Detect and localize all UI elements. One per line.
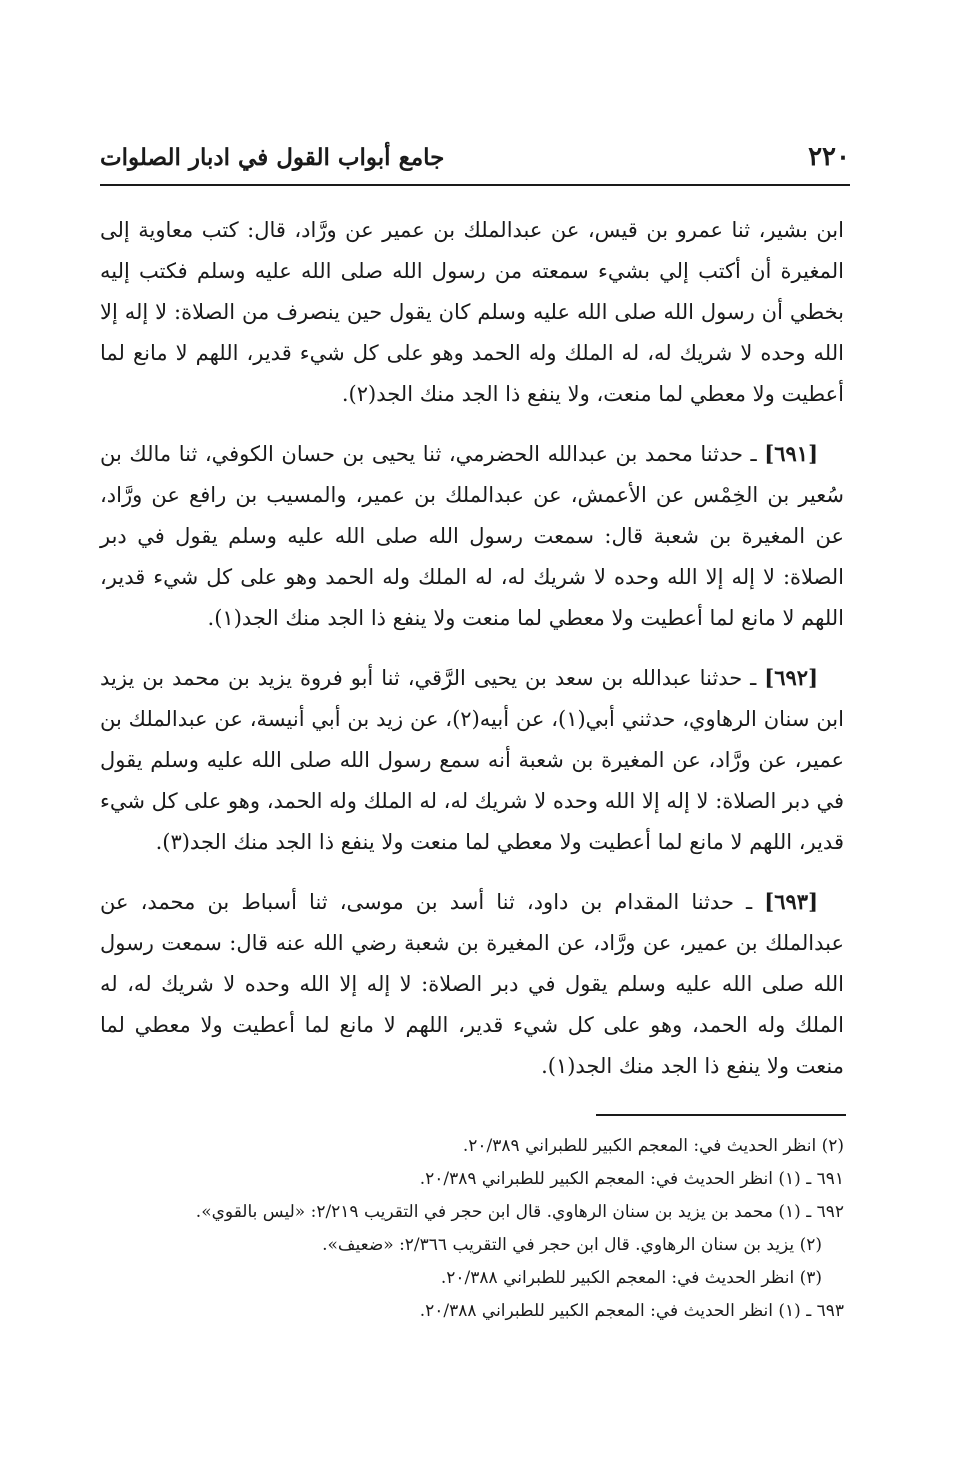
header-rule bbox=[100, 184, 850, 186]
hadith-692 bbox=[100, 657, 844, 863]
hadith-691 bbox=[100, 433, 844, 639]
footnote: ٦٩١ ـ (١) انظر الحديث في: المعجم الكبير للطبراني ٢٠/٣٨٩. bbox=[419, 1169, 844, 1189]
footnote-rule bbox=[596, 1114, 846, 1116]
paragraph-text: ـ حدثنا عبدالله بن سعد بن يحيى الرَّقي، ثنا أبو فروة يزيد بن محمد بن يزيد ابن سنان الرهاوي، حدثني أبي(١)، عن أبيه(٢)، عن زيد بن أبي أنيسة، عن عبدالملك بن عمير، عن ورَّاد، عن المغيرة بن شعبة أنه سمع رسول الله صلى الله عليه وسلم يقول في دبر الصلاة: لا إله إلا الله وحده لا شريك له، له الملك وله الحمد، وهو على كل شيء قدير، اللهم لا مانع لما أعطيت ولا معطي لما منعت ولا ينفع ذا الجد منك الجد(٣). bbox=[100, 666, 844, 854]
footnote: ٦٩٢ ـ (١) محمد بن يزيد بن سنان الرهاوي. قال ابن حجر في التقريب ٢/٢١٩: «ليس بالقوي». bbox=[195, 1202, 844, 1222]
paragraph-continuation bbox=[100, 210, 844, 415]
footnote: (٢) يزيد بن سنان الرهاوي. قال ابن حجر في التقريب ٢/٣٦٦: «ضعيف». bbox=[322, 1235, 822, 1255]
footnote: ٦٩٣ ـ (١) انظر الحديث في: المعجم الكبير للطبراني ٢٠/٣٨٨. bbox=[419, 1301, 844, 1321]
footnotes bbox=[120, 1130, 844, 1328]
main-text bbox=[100, 210, 844, 1105]
running-title: جامع أبواب القول في ادبار الصلوات bbox=[100, 144, 445, 171]
hadith-693 bbox=[100, 881, 844, 1087]
footnote: (٣) انظر الحديث في: المعجم الكبير للطبراني ٢٠/٣٨٨. bbox=[440, 1268, 822, 1288]
paragraph-text: ابن بشير، ثنا عمرو بن قيس، عن عبدالملك بن عمير عن ورَّاد، قال: كتب معاوية إلى المغيرة أن أكتب إلي بشيء سمعته من رسول الله صلى الله عليه وسلم فكتب إليه بخطي أن رسول الله صلى الله عليه وسلم كان يقول حين ينصرف من الصلاة: لا إله إلا الله وحده لا شريك له، له الملك وله الحمد وهو على كل شيء قدير، اللهم لا مانع لما أعطيت ولا معطي لما منعت، ولا ينفع ذا الجد منك الجد(٢). bbox=[100, 218, 844, 406]
page-number: ٢٢٠ bbox=[808, 142, 850, 172]
paragraph-text: ـ حدثنا محمد بن عبدالله الحضرمي، ثنا يحيى بن حسان الكوفي، ثنا مالك بن سُعير بن الخِمْس عن الأعمش، عن عبدالملك بن عمير، والمسيب بن رافع عن ورَّاد، عن المغيرة بن شعبة قال: سمعت رسول الله صلى الله عليه وسلم يقول في دبر الصلاة: لا إله إلا الله وحده لا شريك له، له الملك وله الحمد وهو على كل شيء قدير، اللهم لا مانع لما أعطيت ولا معطي لما منعت ولا ينفع ذا الجد منك الجد(١). bbox=[100, 442, 844, 630]
page-header bbox=[100, 138, 850, 186]
hadith-number: [٦٩٢] bbox=[764, 665, 818, 690]
hadith-number: [٦٩١] bbox=[764, 441, 818, 466]
paragraph-text: ـ حدثنا المقدام بن داود، ثنا أسد بن موسى، ثنا أسباط بن محمد، عن عبدالملك بن عمير، عن ورَّاد، عن المغيرة بن شعبة رضي الله عنه قال: سمعت رسول الله صلى الله عليه وسلم يقول في دبر الصلاة: لا إله إلا الله وحده لا شريك له، له الملك وله الحمد، وهو على كل شيء قدير، اللهم لا مانع لما أعطيت ولا معطي لما منعت ولا ينفع ذا الجد منك الجد(١). bbox=[100, 890, 844, 1078]
hadith-number: [٦٩٣] bbox=[764, 889, 818, 914]
footnote: (٢) انظر الحديث في: المعجم الكبير للطبراني ٢٠/٣٨٩. bbox=[462, 1136, 844, 1156]
